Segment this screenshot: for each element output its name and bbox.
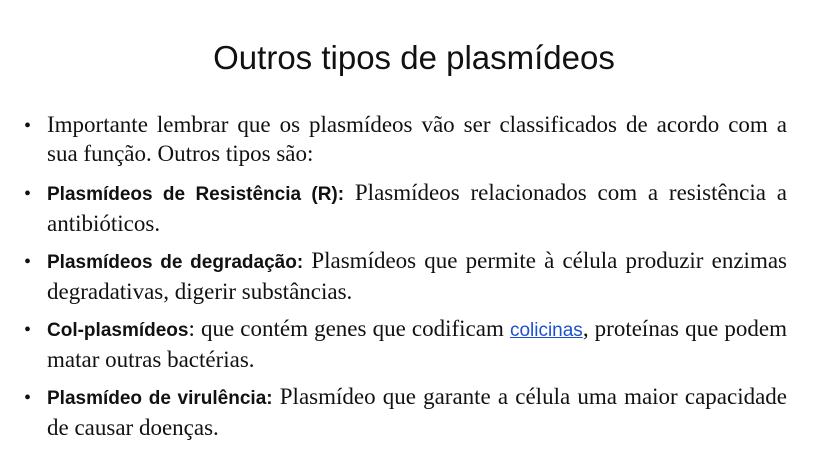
bullet-body-after-link: , proteínas que podem matar outras bactérias. (47, 316, 787, 372)
bullet-symbol: • (24, 183, 32, 205)
bullet-lead: Plasmídeos de Resistência (R): (47, 184, 345, 205)
bullet-body: Plasmídeo que garante a célula uma maior capacidade de causar doenças. (47, 384, 787, 440)
bullet-body: Plasmídeos relacionados com a resistência a antibióticos. (47, 180, 787, 236)
bullet-text (47, 314, 787, 374)
bullet-symbol: • (24, 387, 32, 409)
bullet-body-before-link: : que contém genes que codificam (188, 316, 510, 341)
bullet-lead: Plasmídeos de degradação: (47, 252, 304, 273)
bullet-lead: Plasmídeo de virulência: (47, 388, 273, 409)
bullet-lead: Col-plasmídeos (47, 320, 189, 341)
slide-title: Outros tipos de plasmídeos (213, 39, 615, 76)
colicinas-link[interactable]: colicinas (509, 320, 583, 341)
bullet-body: Importante lembrar que os plasmídeos vão ser classificados de acordo com a sua função. Outros tipos são: (47, 112, 787, 166)
bullet-symbol: • (24, 115, 32, 137)
bullet-body: Plasmídeos que permite à célula produzir enzimas degradativas, digerir substâncias. (47, 248, 787, 304)
bullet-text (47, 178, 787, 238)
bullet-symbol: • (24, 251, 32, 273)
bullet-text (47, 246, 787, 306)
bullet-symbol: • (24, 319, 32, 341)
bullet-text (47, 110, 787, 168)
bullet-text (47, 382, 787, 442)
